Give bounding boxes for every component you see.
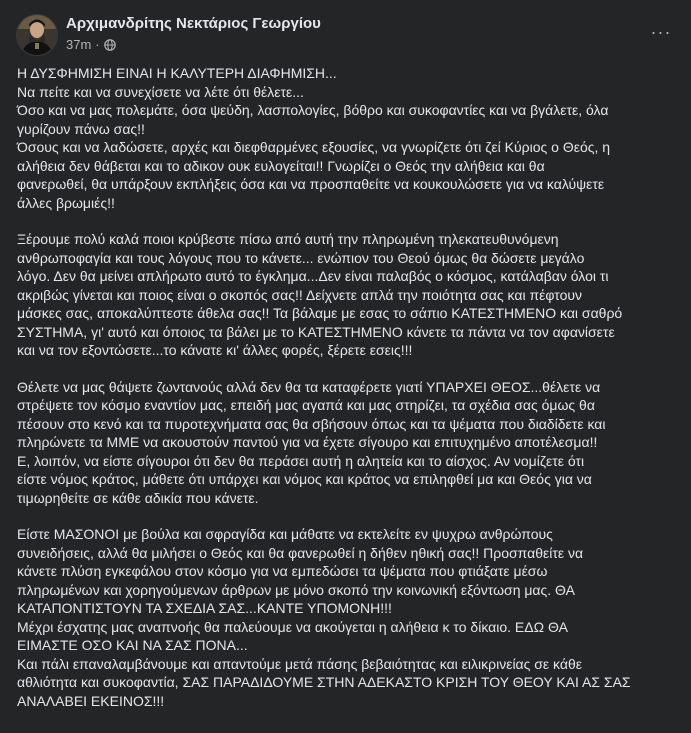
post-text-line: πληρωμένων και χορηγούμενων άρθρων με μόνο σκοπό την κοινωνική εξόντωση μας. ΘΑ xyxy=(17,581,576,598)
post-text-line: ΑΝΑΛΑΒΕΙ ΕΚΕΙΝΟΣ!!! xyxy=(17,692,165,709)
post-text-line: Μέχρι έσχατης μας αναπνοής θα παλεύουμε να ακούγεται η αλήθεια κ το δίκαιο. ΕΔΩ ΘΑ xyxy=(17,618,568,635)
post-text-line: Και πάλι επαναλαμβάνουμε και απαντούμε μετά πάσης βεβαιότητας και ειλικρινείας σε κάθε xyxy=(17,655,583,672)
avatar-image xyxy=(17,15,57,55)
post-paragraph xyxy=(17,525,677,710)
post-text-line: μάσκες σας, αποκαλύπτεστε άθελα σας!! Τα βάλαμε με εσας το σάπιο ΚΑΤΕΣΤΗΜΕΝΟ και σαθρό xyxy=(17,305,623,321)
post-text-line: αθλιότητα και συκοφαντία, ΣΑΣ ΠΑΡΑΔΙΔΟΥΜΕ ΣΤΗΝ ΑΔΕΚΑΣΤΟ ΚΡΙΣΗ ΤΟΥ ΘΕΟΥ ΚΑΙ ΑΣ ΣΑΣ xyxy=(17,674,631,690)
post-paragraph xyxy=(17,230,677,360)
globe-icon xyxy=(104,39,116,51)
post-header xyxy=(16,12,675,58)
post-text-line: λόγο. Δεν θα μείνει απλήρωτο αυτό το έγκλημα...Δεν είναι παλαβός ο κόσμος, κατάλαβαν όλοι τι xyxy=(17,268,609,284)
post-text-line: Ε, λοιπόν, να είστε σίγουροι ότι δεν θα περάσει αυτή η αλητεία και το αίσχος. Αν νομίζετε ότι xyxy=(17,452,585,469)
post-text-line: ΚΑΤΑΠΟΝΤΙΣΤΟΥΝ ΤΑ ΣΧΕΔΙΑ ΣΑΣ...ΚΑΝΤΕ ΥΠΟΜΟΝΗ!!! xyxy=(17,600,392,616)
post-text-line: ΕΙΜΑΣΤΕ ΟΣΟ ΚΑΙ ΝΑ ΣΑΣ ΠΟΝΑ... xyxy=(17,637,248,653)
post-text-line: Να πείτε και να συνεχίσετε να λέτε ότι θέλετε... xyxy=(17,83,304,100)
post-text-line: γυρίζουν πάνω σας!! xyxy=(17,120,145,137)
post-text-line: Είστε ΜΑΣΟΝΟΙ με βούλα και σφραγίδα και μάθατε να εκτελείτε εν ψυχρω ανθρώπους xyxy=(17,526,553,542)
post-text-line: κάνετε πλύση εγκεφάλου στον κόσμο για να εμπεδώσει τα ψέματα που φτιάξατε μέσω xyxy=(17,563,548,579)
post-text-line: είστε νόμος κράτος, μάθετε ότι υπάρχει και νόμος και κράτος να επιληφθεί μα και Θεός για να xyxy=(17,471,592,487)
meta-separator: · xyxy=(95,37,100,52)
post-text-line: Όσο και να μας πολεμάτε, όσα ψεύδη, λασπολογίες, βόθρο και συκοφαντίες και να βγάλετε, όλα xyxy=(17,102,609,118)
post-text-line: πέσουν στο κενό και τα πυροτεχνήματα σας θα σβήσουν όπως και τα ψέματα που διαδίδετε και xyxy=(17,415,606,432)
author-name[interactable]: Αρχιμανδρίτης Νεκτάριος Γεωργίου xyxy=(66,15,321,32)
post-text xyxy=(17,64,677,728)
post-text-line: στρέψετε τον κόσμο εναντίον μας, επειδή μας αγαπά και μας στηρίζει, τα σχέδια σας όμως θα xyxy=(17,397,595,413)
post-text-line: Όσους και να λαδώσετε, αρχές και διεφθαρμένες εξουσίες, να γνωρίζετε ότι ζεί Κύριος ο Θεός, η xyxy=(17,139,611,155)
post-text-line: Ξέρουμε πολύ καλά ποιοι κρύβεστε πίσω από αυτή την πληρωμένη τηλεκατευθυνόμενη xyxy=(17,231,559,247)
post-text-line: άλλες βρωμιές!! xyxy=(17,194,115,211)
post-text-line: πληρώνετε τα ΜΜΕ να ακουστούν παντού για να έχετε σίγουρο και επιτυχημένο αποτέλεσμα!! xyxy=(17,434,598,450)
avatar[interactable] xyxy=(16,14,58,56)
post-text-line: φανερωθεί, θα υπάρξουν εκπλήξεις όσα και να προσπαθείτε να κουκουλώσετε για να καλύψετε xyxy=(17,176,605,192)
post-text-line: ΣΥΣΤΗΜΑ, γι' αυτό και όποιος τα βάλει με το ΚΑΤΕΣΤΗΜΕΝΟ κάνετε τα πάντα να τον αφανίσετε xyxy=(17,323,615,340)
post-text-line: Η ΔΥΣΦΗΜΙΣΗ ΕΙΝΑΙ Η ΚΑΛΥΤΕΡΗ ΔΙΑΦΗΜΙΣΗ... xyxy=(17,65,337,81)
post-text-line: αλήθεια δεν θάβεται και το αδικον ουκ ευλογείται!! Γνωρίζει ο Θεός την αλήθεια και θα xyxy=(17,157,545,174)
post-paragraph xyxy=(17,378,677,508)
post-text-line: και να τον εξοντώσετε...το κάνατε κι' άλλες φορές, ξέρετε εσεις!!! xyxy=(17,342,413,358)
post-meta xyxy=(66,37,116,52)
post-paragraph xyxy=(17,64,677,212)
post-text-line: συνειδήσεις, αλλά θα μιλήσει ο Θεός και θα φανερωθεί η δήθεν ηθική σας!! Προσπαθείτε να xyxy=(17,544,584,561)
post-timestamp[interactable]: 37m xyxy=(66,37,92,52)
post-text-line: ανθρωποφαγία και τους λόγους που το κάνετε... ενώπιον του Θεού όμως θα δώσετε μεγάλο xyxy=(17,249,585,266)
post-text-line: τιμωρηθείτε σε κάθε αδικία που κάνετε. xyxy=(17,489,259,506)
post-text-line: Θέλετε να μας θάψετε ζωντανούς αλλά δεν θα τα καταφέρετε γιατί ΥΠΑΡΧΕΙ ΘΕΟΣ...θέλετε να xyxy=(17,378,601,395)
post-text-line: ακριβώς γίνεται και ποιος είναι ο σκοπός σας!! Δείχνετε απλά την ποιότητα σας και πέφτουν xyxy=(17,286,583,303)
more-options-icon[interactable]: ··· xyxy=(650,21,672,42)
